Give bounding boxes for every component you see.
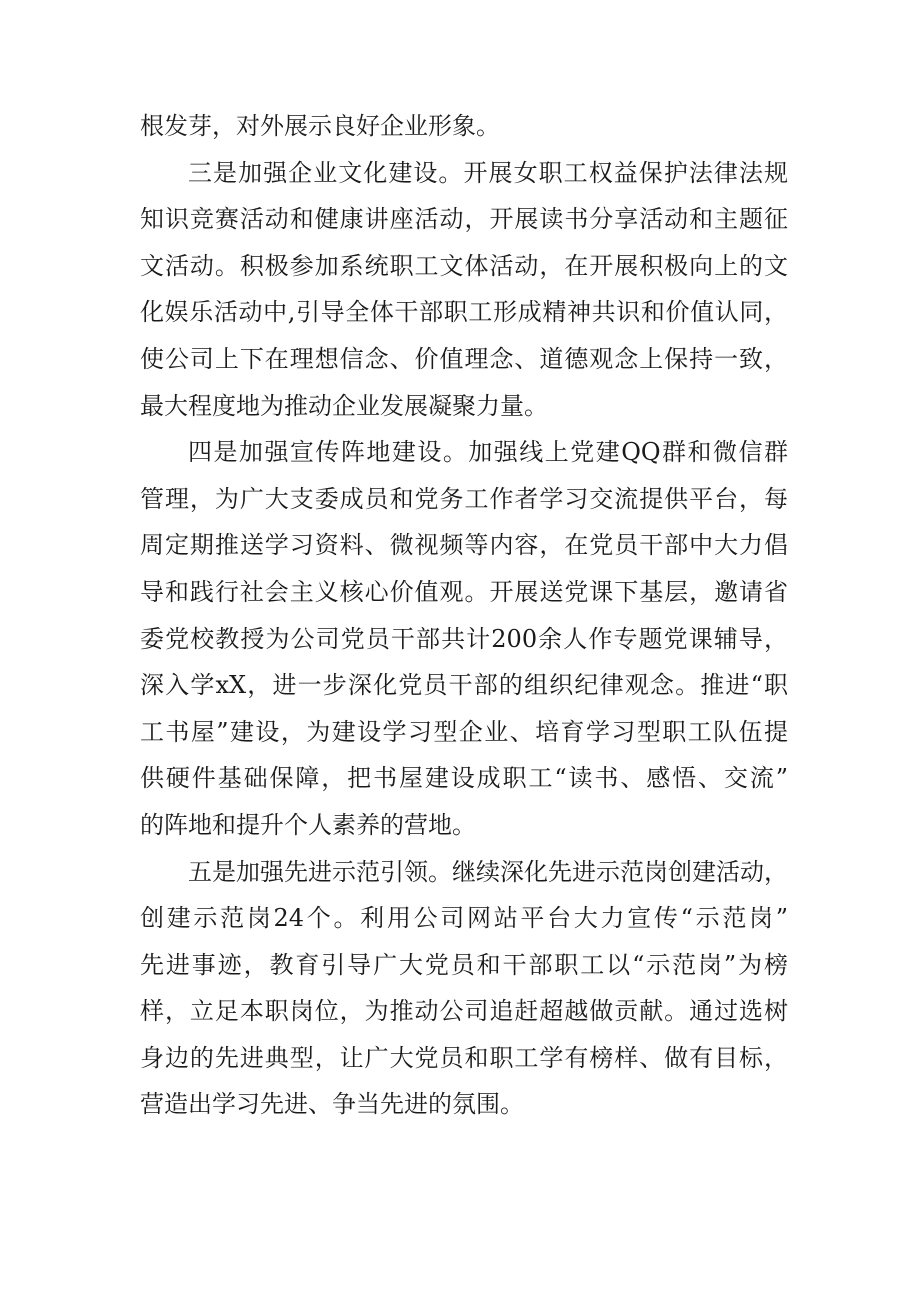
- text-line: 样，立足本职岗位，为推动公司追赶超越做贡献。通过选树: [140, 997, 788, 1026]
- paragraph-first-line: 四是加强宣传阵地建设。加强线上党建QQ群和微信群: [188, 438, 788, 467]
- text-line: 最大程度地为推动企业发展凝聚力量。: [140, 391, 548, 420]
- text-line: 使公司上下在理想信念、价值理念、道德观念上保持一致，: [140, 344, 788, 373]
- text-line: 创建示范岗24个。利用公司网站平台大力宣传“示范岗”: [140, 904, 788, 933]
- text-line: 工书屋”建设，为建设学习型企业、培育学习型职工队伍提: [140, 717, 788, 746]
- paragraph-first-line: 三是加强企业文化建设。开展女职工权益保护法律法规: [188, 158, 788, 187]
- text-line: 委党校教授为公司党员干部共计200余人作专题党课辅导，: [140, 624, 788, 653]
- text-line: 知识竞赛活动和健康讲座活动，开展读书分享活动和主题征: [140, 205, 788, 234]
- text-line: 先进事迹，教育引导广大党员和干部职工以“示范岗”为榜: [140, 950, 788, 979]
- text-line: 周定期推送学习资料、微视频等内容，在党员干部中大力倡: [140, 531, 788, 560]
- text-line: 导和践行社会主义核心价值观。开展送党课下基层，邀请省: [140, 577, 788, 606]
- text-line: 身边的先进典型，让广大党员和职工学有榜样、做有目标，: [140, 1043, 788, 1072]
- text-line: 管理，为广大支委成员和党务工作者学习交流提供平台，每: [140, 484, 788, 513]
- text-line: 深入学xX，进一步深化党员干部的组织纪律观念。推进“职: [140, 671, 788, 700]
- paragraph-first-line: 五是加强先进示范引领。继续深化先进示范岗创建活动，: [188, 857, 788, 886]
- text-line: 营造出学习先进、争当先进的氛围。: [140, 1090, 524, 1119]
- text-line: 化娱乐活动中,引导全体干部职工形成精神共识和价值认同，: [140, 298, 788, 327]
- text-line: 的阵地和提升个人素养的营地。: [140, 810, 476, 839]
- text-line: 根发芽，对外展示良好企业形象。: [140, 112, 500, 140]
- text-line: 文活动。积极参加系统职工文体活动，在开展积极向上的文: [140, 251, 788, 280]
- document-body: [140, 103, 788, 1128]
- text-line: 供硬件基础保障，把书屋建设成职工“读书、感悟、交流”: [140, 764, 788, 793]
